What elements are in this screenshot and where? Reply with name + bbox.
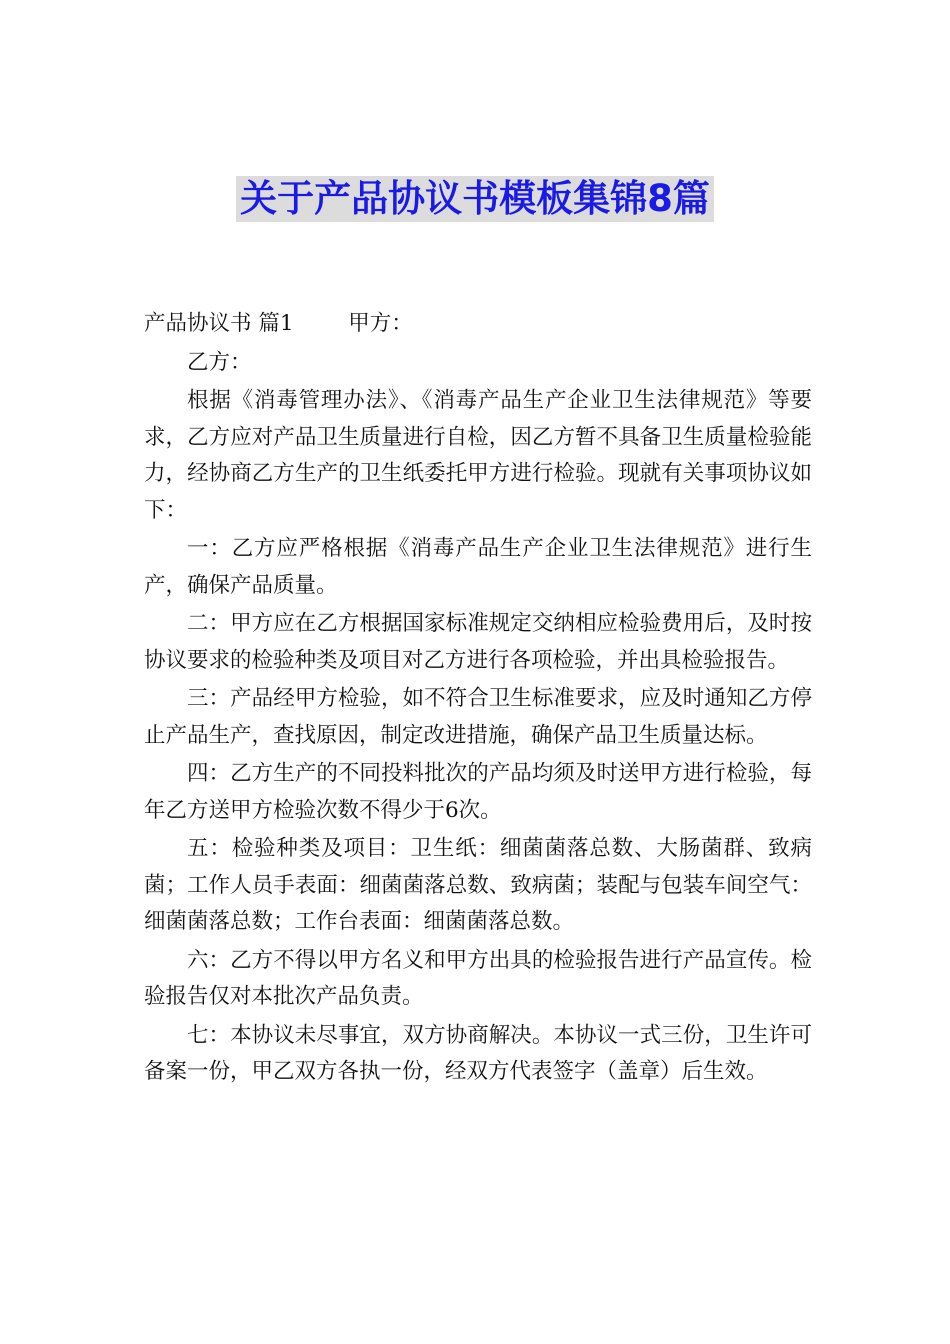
paragraph-clause-6: 六：乙方不得以甲方名义和甲方出具的检验报告进行产品宣传。检验报告仅对本批次产品负责。 [144,947,812,1009]
document-body [144,306,812,1091]
paragraph-clause-2: 二：甲方应在乙方根据国家标准规定交纳相应检验费用后，及时按协议要求的检验种类及项目对乙方进行各项检验，并出具检验报告。 [144,611,812,673]
paragraph-clause-3: 三：产品经甲方检验，如不符合卫生标准要求，应及时通知乙方停止产品生产，查找原因，制定改进措施，确保产品卫生质量达标。 [144,686,812,748]
paragraph-clause-5: 五：检验种类及项目：卫生纸：细菌菌落总数、大肠菌群、致病菌；工作人员手表面：细菌菌落总数、致病菌；装配与包装车间空气：细菌菌落总数；工作台表面：细菌菌落总数。 [144,836,812,934]
section-heading-line: 产品协议书 篇1 甲方： [144,311,413,336]
paragraph-intro: 根据《消毒管理办法》、《消毒产品生产企业卫生法律规范》等要求，乙方应对产品卫生质量进行自检，因乙方暂不具备卫生质量检验能力，经协商乙方生产的卫生纸委托甲方进行检验。现就有关事项协议如下： [144,388,812,523]
document-title: 关于产品协议书模板集锦8篇 [236,176,714,222]
paragraph-clause-1: 一：乙方应严格根据《消毒产品生产企业卫生法律规范》进行生产，确保产品质量。 [144,536,812,598]
title-container [0,176,950,222]
paragraph-clause-7: 七：本协议未尽事宜，双方协商解决。本协议一式三份，卫生许可备案一份，甲乙双方各执一份，经双方代表签字（盖章）后生效。 [144,1022,812,1084]
paragraph-party-b: 乙方： [187,349,252,375]
paragraph-clause-4: 四：乙方生产的不同投料批次的产品均须及时送甲方进行检验，每年乙方送甲方检验次数不得少于6次。 [144,761,812,823]
